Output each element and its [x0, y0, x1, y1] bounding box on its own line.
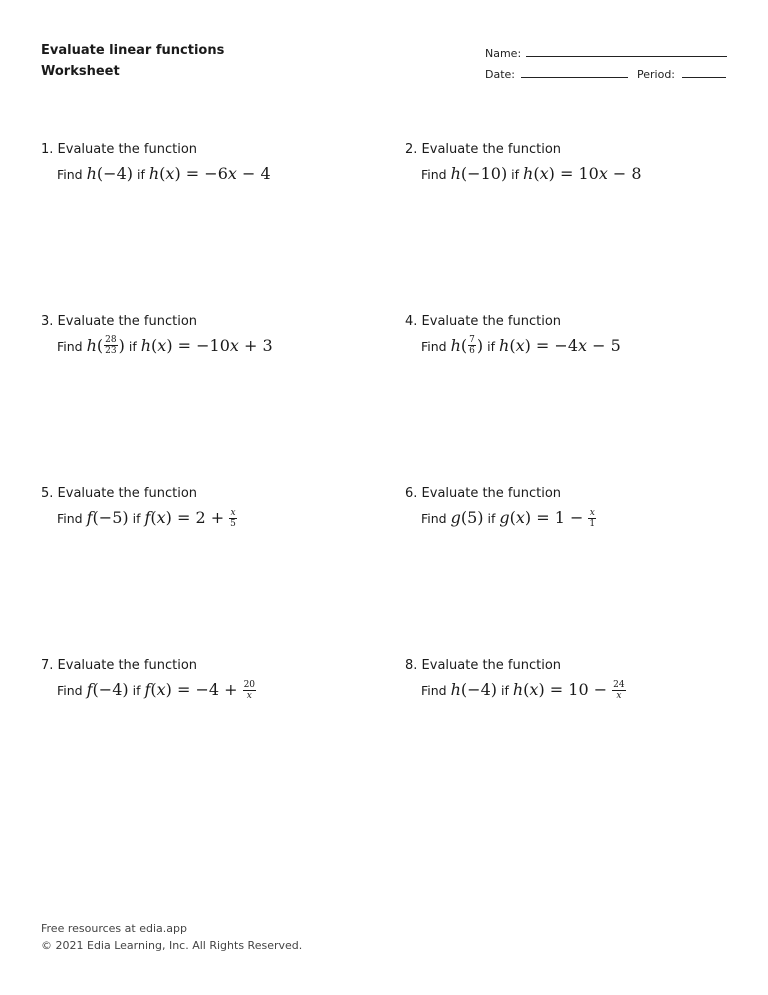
- function-name: g: [450, 508, 461, 527]
- problem-4: [405, 314, 735, 356]
- function-name: h: [450, 680, 461, 699]
- rule-fraction: [612, 680, 625, 701]
- problem-1: [41, 142, 371, 183]
- problem-6: [405, 486, 735, 529]
- function-name: h: [86, 336, 97, 355]
- function-name-def: f: [144, 508, 151, 527]
- argument-fraction: [104, 335, 117, 356]
- date-label: Date:: [485, 68, 515, 81]
- fraction-denominator: x: [246, 691, 252, 701]
- function-argument: −4: [467, 680, 491, 699]
- if-word: if: [137, 167, 145, 182]
- period-field-line[interactable]: [682, 77, 726, 78]
- problem-3: [41, 314, 371, 356]
- function-name: f: [86, 508, 93, 527]
- function-rule: 1 −: [554, 508, 584, 527]
- fraction-denominator: 5: [230, 519, 236, 529]
- function-rule: −4 +: [195, 680, 238, 699]
- if-word: if: [487, 511, 496, 526]
- find-word: Find: [57, 339, 83, 354]
- problem-heading: 7. Evaluate the function: [41, 658, 198, 673]
- fraction-numerator: 20: [243, 680, 256, 690]
- function-rule: 10x − 8: [578, 164, 642, 183]
- function-name-def: h: [499, 336, 510, 355]
- problem-heading: 5. Evaluate the function: [41, 486, 198, 501]
- function-rule: −4x − 5: [554, 336, 621, 355]
- function-name-def: h: [148, 164, 160, 183]
- function-argument: −5: [98, 508, 123, 527]
- date-field-line[interactable]: [521, 77, 628, 78]
- fraction-denominator: x: [616, 691, 622, 701]
- find-word: Find: [57, 167, 83, 182]
- fraction-numerator: 24: [613, 680, 625, 690]
- find-word: Find: [421, 339, 447, 354]
- problem-statement: Find h( $\frac{28}{23}$ ) if h(x) = −10x + 3: [57, 335, 273, 356]
- function-rule: −6x − 4: [204, 164, 271, 183]
- if-word: if: [501, 683, 509, 698]
- rule-fraction: [229, 508, 237, 529]
- function-name: h: [450, 336, 461, 355]
- function-rule: 2 +: [195, 508, 225, 527]
- worksheet-subtitle: Worksheet: [41, 64, 120, 79]
- function-argument: 5: [467, 508, 478, 527]
- function-name-def: g: [499, 508, 510, 527]
- find-word: Find: [421, 683, 447, 698]
- problem-heading: 6. Evaluate the function: [405, 486, 562, 501]
- fraction-numerator: 7: [469, 335, 475, 345]
- problem-statement: Find f(−5) if f(x) = 2 + $\frac{x}{5}$: [57, 508, 236, 529]
- if-word: if: [128, 339, 137, 354]
- problem-statement: Find f(−4) if f(x) = −4 + $\frac{20}{x}$: [57, 680, 256, 701]
- problem-statement: Find h(−10) if h(x) = 10x − 8: [421, 164, 642, 183]
- problem-8: [405, 658, 735, 701]
- fraction-denominator: 6: [469, 346, 475, 356]
- if-word: if: [132, 683, 141, 698]
- function-argument: −4: [103, 164, 127, 183]
- period-label: Period:: [637, 68, 676, 81]
- problem-heading: 1. Evaluate the function: [41, 142, 198, 157]
- problem-heading: 8. Evaluate the function: [405, 658, 562, 673]
- function-name: f: [86, 680, 93, 699]
- function-rule: −10x + 3: [196, 336, 273, 355]
- function-name-def: h: [512, 680, 524, 699]
- function-name-def: h: [140, 336, 152, 355]
- problem-2: [405, 142, 735, 183]
- problem-7: [41, 658, 371, 701]
- if-word: if: [487, 339, 496, 354]
- argument-fraction: [468, 335, 476, 356]
- name-field-line[interactable]: [526, 56, 727, 57]
- fraction-numerator: 28: [105, 335, 117, 345]
- problem-statement: Find h( $\frac{7}{6}$ ) if h(x) = −4x − 5: [421, 335, 621, 356]
- footer-copyright: © 2021 Edia Learning, Inc. All Rights Reserved.: [41, 939, 303, 952]
- if-word: if: [511, 167, 520, 182]
- problem-5: [41, 486, 371, 529]
- function-argument: −10: [467, 164, 501, 183]
- fraction-denominator: 23: [105, 346, 117, 356]
- worksheet-title: Evaluate linear functions: [41, 43, 225, 58]
- fraction-denominator: 1: [589, 519, 596, 529]
- problem-statement: Find g(5) if g(x) = 1 − $\frac{x}{1}$: [421, 508, 596, 529]
- footer-resources-link[interactable]: Free resources at edia.app: [41, 922, 187, 935]
- problem-heading: 3. Evaluate the function: [41, 314, 198, 329]
- find-word: Find: [421, 511, 447, 526]
- function-rule: 10 −: [568, 680, 608, 699]
- function-name: h: [450, 164, 461, 183]
- function-argument: −4: [98, 680, 123, 699]
- find-word: Find: [57, 683, 83, 698]
- problem-heading: 2. Evaluate the function: [405, 142, 562, 157]
- function-name-def: h: [523, 164, 534, 183]
- fraction-numerator: x: [230, 508, 236, 518]
- function-name-def: f: [144, 680, 151, 699]
- problem-statement: Find h(−4) if h(x) = −6x − 4: [57, 164, 271, 183]
- rule-fraction: [243, 680, 256, 701]
- problem-heading: 4. Evaluate the function: [405, 314, 562, 329]
- function-name: h: [86, 164, 97, 183]
- name-label: Name:: [485, 47, 522, 60]
- find-word: Find: [421, 167, 447, 182]
- fraction-numerator: x: [589, 508, 595, 518]
- find-word: Find: [57, 511, 83, 526]
- if-word: if: [132, 511, 141, 526]
- rule-fraction: [588, 508, 596, 529]
- problem-statement: Find h(−4) if h(x) = 10 − $\frac{24}{x}$: [421, 680, 625, 701]
